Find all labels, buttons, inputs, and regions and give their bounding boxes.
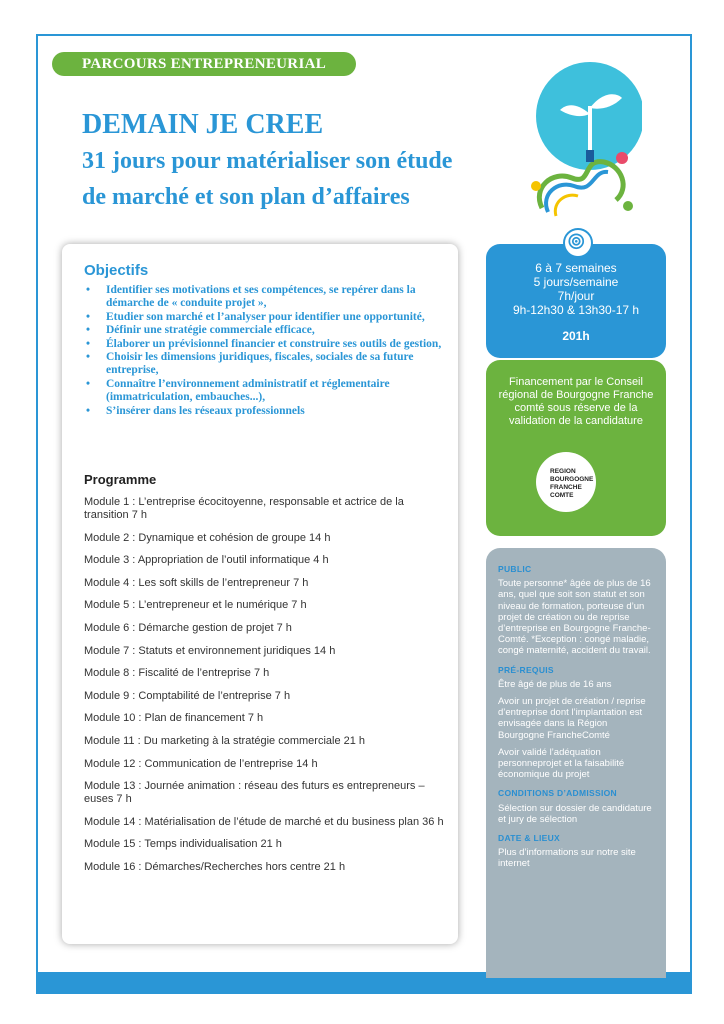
list-item: Module 14 : Matérialisation de l’étude de marché et du business plan 36 h xyxy=(84,815,444,828)
list-item: Module 6 : Démarche gestion de projet 7 h xyxy=(84,621,292,634)
public-section xyxy=(498,564,654,657)
dates-heading: DATE & LIEUX xyxy=(498,833,560,844)
list-item: • Etudier son marché et l’analyser pour identifier une opportunité, xyxy=(84,311,444,324)
title-subtitle-line1: 31 jours pour matérialiser son étude xyxy=(82,148,453,174)
duration-weeks: 6 à 7 semaines xyxy=(535,261,617,275)
list-item: • Choisir les dimensions juridiques, fiscales, sociales de sa future entreprise, xyxy=(84,351,444,378)
admission-section xyxy=(498,788,654,825)
list-item: Module 3 : Appropriation de l’outil informatique 4 h xyxy=(84,554,329,567)
list-item: Module 1 : L’entreprise écocitoyenne, responsable et actrice de la transition 7 h xyxy=(84,496,404,521)
page-title xyxy=(82,108,452,214)
duration-box xyxy=(486,244,666,358)
list-item: Module 16 : Démarches/Recherches hors centre 21 h xyxy=(84,860,346,873)
list-item: • Identifier ses motivations et ses compétences, se repérer dans la démarche de « conduite projet », xyxy=(84,284,444,311)
list-item: Module 12 : Communication de l’entreprise 14 h xyxy=(84,757,318,770)
objectives-programme-card xyxy=(62,244,458,944)
logo-line: FRANCHE xyxy=(550,484,582,491)
info-panel xyxy=(486,548,666,978)
dates-text: Plus d’informations sur notre site internet xyxy=(498,847,636,870)
list-item: • S’insérer dans les réseaux professionnels xyxy=(84,405,444,418)
prerequis-item: Avoir validé l’adéquation personneprojet et la faisabilité économique du projet xyxy=(498,746,625,781)
list-item: Module 7 : Statuts et environnement juridiques 14 h xyxy=(84,644,336,657)
objectives-heading: Objectifs xyxy=(84,262,149,279)
logo-line: BOURGOGNE xyxy=(550,476,594,483)
region-logo xyxy=(536,452,596,512)
title-main: DEMAIN JE CREE xyxy=(82,109,324,140)
duration-per-day: 7h/jour xyxy=(557,289,595,303)
list-item: Module 5 : L’entrepreneur et le numérique 7 h xyxy=(84,599,307,612)
duration-days: 5 jours/semaine xyxy=(533,275,619,289)
target-icon xyxy=(563,228,593,258)
list-item: Module 4 : Les soft skills de l’entrepreneur 7 h xyxy=(84,576,309,589)
list-item: • Définir une stratégie commerciale efficace, xyxy=(84,324,444,337)
prerequis-item: Avoir un projet de création / reprise d’entreprise dont l’implantation est envisagée dans la Région Bourgogne FrancheComté xyxy=(498,696,646,741)
prerequis-heading: PRÉ-REQUIS xyxy=(498,664,554,675)
financing-text: Financement par le Conseil régional de Bourgogne Franche comté sous réserve de la validation de la candidature xyxy=(498,376,654,427)
modules-list xyxy=(84,496,444,884)
programme-heading: Programme xyxy=(84,472,157,487)
public-text: Toute personne* âgée de plus de 16 ans, quel que soit son statut et son niveau de formation, porteuse d’un projet de création ou de reprise d’entreprise en Bourgogne Franche-Comté. *Exception : congé maladie, congé maternité, accident du travail. xyxy=(498,578,651,657)
list-item: Module 13 : Journée animation : réseau des futurs es entrepreneurs – euses 7 h xyxy=(84,780,425,806)
objectives-list xyxy=(84,284,444,418)
admission-text: Sélection sur dossier de candidature et jury de sélection xyxy=(498,802,652,825)
list-item: • Connaître l’environnement administratif et réglementaire (immatriculation, embauches...), xyxy=(84,378,444,405)
title-subtitle-line2: de marché et son plan d’affaires xyxy=(82,184,410,210)
list-item: • Élaborer un prévisionnel financier et construire ses outils de gestion, xyxy=(84,338,444,351)
list-item: Module 2 : Dynamique et cohésion de groupe 14 h xyxy=(84,531,331,544)
prerequis-section xyxy=(498,665,654,781)
growth-illustration-icon xyxy=(512,58,642,218)
list-item: Module 10 : Plan de financement 7 h xyxy=(84,712,264,725)
dates-section xyxy=(498,833,654,870)
list-item: Module 9 : Comptabilité de l’entreprise 7 h xyxy=(84,689,291,702)
financing-box xyxy=(486,360,666,536)
prerequis-item: Être âgé de plus de 16 ans xyxy=(498,678,612,690)
admission-heading: CONDITIONS D’ADMISSION xyxy=(498,788,617,799)
category-badge: PARCOURS ENTREPRENEURIAL xyxy=(52,52,356,76)
list-item: Module 15 : Temps individualisation 21 h xyxy=(84,838,282,851)
logo-line: REGION xyxy=(550,468,576,475)
list-item: Module 11 : Du marketing à la stratégie commerciale 21 h xyxy=(84,734,366,747)
duration-total: 201h xyxy=(562,329,590,343)
logo-line: COMTE xyxy=(550,492,574,499)
public-heading: PUBLIC xyxy=(498,564,532,574)
duration-schedule: 9h-12h30 & 13h30-17 h xyxy=(512,303,640,317)
list-item: Module 8 : Fiscalité de l’entreprise 7 h xyxy=(84,667,270,680)
